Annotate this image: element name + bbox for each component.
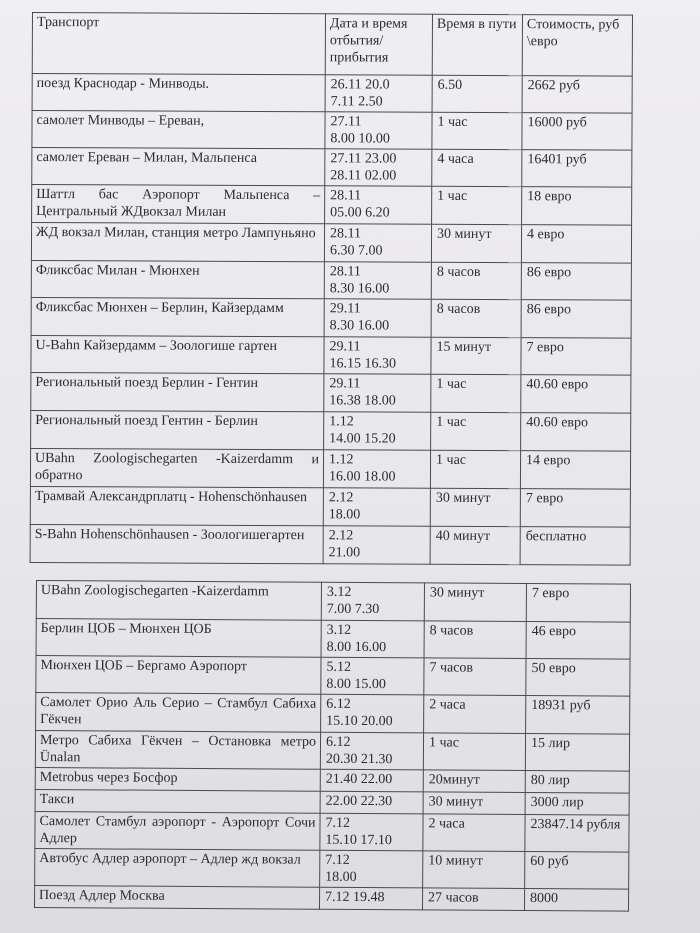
date-line: 26.11 20.0 bbox=[330, 77, 390, 93]
header-cost: Стоимость, руб \евро bbox=[522, 15, 632, 76]
transport-cell: UBahn Zoologischegarten -Kaizerdamm bbox=[36, 581, 321, 621]
cost-cell: 8000 bbox=[524, 888, 628, 911]
duration-cell: 6.50 bbox=[432, 75, 522, 112]
duration-cell: 40 минут bbox=[430, 526, 520, 564]
date-line: 2.12 bbox=[328, 490, 354, 506]
date-line: 28.11 bbox=[330, 188, 362, 204]
table-row bbox=[36, 693, 630, 735]
duration-cell: 10 минут bbox=[423, 851, 525, 889]
time-line: 7.11 2.50 bbox=[330, 94, 383, 110]
transport-cell: Региональный поезд Берлин - Гентин bbox=[31, 372, 324, 411]
duration-cell: 1 час bbox=[430, 450, 520, 488]
duration-cell: 30 минут bbox=[424, 583, 526, 622]
date-line: 29.11 bbox=[329, 301, 361, 317]
header-row bbox=[32, 13, 632, 77]
transport-cell: Metrobus через Босфор bbox=[35, 767, 320, 791]
table-row bbox=[32, 148, 632, 188]
duration-cell: 20минут bbox=[423, 770, 525, 793]
datetime-cell bbox=[320, 769, 423, 792]
date-line: 1.12 bbox=[329, 452, 354, 468]
time-line: 21.00 bbox=[328, 545, 361, 561]
transport-cell: Самолет Орио Аль Серио – Стамбул Сабиха Гёкчен bbox=[36, 693, 321, 733]
duration-cell: 30 минут bbox=[431, 224, 521, 262]
duration-cell: 7 часов bbox=[424, 658, 526, 696]
table-row bbox=[36, 619, 630, 660]
table-row bbox=[31, 223, 631, 264]
table-row bbox=[35, 811, 629, 852]
datetime-cell bbox=[325, 186, 432, 224]
cost-cell: 46 евро bbox=[526, 621, 630, 659]
transport-cell: Берлин ЦОБ – Мюнхен ЦОБ bbox=[36, 619, 321, 658]
cost-cell: бесплатно bbox=[520, 527, 630, 565]
duration-cell: 30 минут bbox=[430, 488, 520, 526]
datetime-cell bbox=[325, 149, 432, 186]
transport-cell: Мюнхен ЦОБ – Бергамо Аэропорт bbox=[36, 656, 321, 695]
datetime-cell bbox=[325, 112, 432, 149]
cost-cell: 23847.14 рубля bbox=[525, 814, 629, 852]
datetime-cell bbox=[323, 526, 430, 564]
time-line: 05.00 6.20 bbox=[330, 205, 390, 221]
datetime-cell bbox=[325, 75, 432, 112]
date-line: 3.12 bbox=[326, 584, 352, 600]
cost-cell: 2662 руб bbox=[522, 76, 632, 113]
transport-cell: самолет Минводы – Ереван, bbox=[32, 111, 325, 149]
cost-cell: 60 руб bbox=[525, 851, 629, 889]
date-line: 29.11 bbox=[329, 376, 361, 392]
time-line: 16.38 18.00 bbox=[329, 393, 396, 409]
time-line: 16.00 18.00 bbox=[328, 469, 396, 485]
transport-cell: Региональный поезд Гентин - Берлин bbox=[31, 410, 324, 449]
transport-cell: Автобус Адлер аэропорт – Адлер жд вокзал bbox=[35, 848, 320, 887]
date-line: 7.12 19.48 bbox=[325, 889, 385, 906]
datetime-cell bbox=[321, 694, 424, 733]
date-line: 1.12 bbox=[329, 414, 354, 430]
cost-cell: 4 евро bbox=[521, 225, 631, 263]
cost-cell: 18931 руб bbox=[526, 695, 630, 734]
transport-cell: U-Bahn Кайзердамм – Зоологише гартен bbox=[31, 335, 324, 373]
table-row bbox=[36, 656, 630, 697]
date-line: 28.11 bbox=[329, 264, 361, 280]
datetime-cell bbox=[324, 337, 431, 374]
transport-cell: UBahn Zoologischegarten -Kaizerdamm и обратно bbox=[30, 448, 323, 487]
table-row bbox=[30, 524, 630, 565]
table-row bbox=[34, 885, 628, 911]
itinerary-table-2 bbox=[34, 580, 631, 912]
transport-cell: Поезд Адлер Москва bbox=[34, 885, 319, 909]
cost-cell: 16000 руб bbox=[522, 113, 632, 150]
datetime-cell bbox=[320, 732, 423, 770]
duration-cell: 8 часов bbox=[424, 621, 526, 659]
table-row bbox=[32, 111, 632, 151]
transport-cell: самолет Ереван – Милан, Мальпенса bbox=[32, 148, 325, 186]
duration-cell: 8 часов bbox=[431, 262, 521, 299]
cost-cell: 40.60 евро bbox=[521, 375, 631, 413]
duration-cell: 2 часа bbox=[424, 695, 526, 734]
time-line: 8.00 16.00 bbox=[326, 639, 387, 656]
date-line: 21.40 22.00 bbox=[325, 771, 393, 788]
cost-cell: 18 евро bbox=[522, 187, 632, 225]
time-line: 8.00 10.00 bbox=[330, 131, 390, 147]
time-line: 15.10 20.00 bbox=[326, 713, 393, 730]
duration-cell: 2 часа bbox=[423, 814, 525, 852]
duration-cell: 1 час bbox=[432, 112, 522, 149]
table-row bbox=[36, 581, 630, 623]
datetime-cell bbox=[320, 850, 423, 888]
time-line: 15.10 17.10 bbox=[325, 832, 392, 849]
cost-cell: 7 евро bbox=[521, 338, 631, 375]
time-line: 8.00 15.00 bbox=[326, 676, 386, 693]
date-line: 6.12 bbox=[325, 734, 351, 750]
time-line: 16.15 16.30 bbox=[329, 356, 396, 372]
transport-cell: Фликсбас Милан - Мюнхен bbox=[31, 260, 324, 298]
duration-cell: 1 час bbox=[431, 412, 521, 450]
date-line: 29.11 bbox=[329, 339, 361, 355]
time-line: 20.30 21.30 bbox=[325, 751, 393, 768]
table-row bbox=[32, 185, 632, 226]
duration-cell: 1 час bbox=[432, 186, 522, 224]
time-line: 28.11 02.00 bbox=[330, 168, 397, 184]
cost-cell: 7 евро bbox=[520, 489, 630, 527]
datetime-cell bbox=[320, 813, 423, 851]
cost-cell: 15 лир bbox=[525, 733, 629, 771]
transport-cell: S-Bahn Hohenschönhausen - Зоологишегартен bbox=[30, 524, 323, 563]
header-transport: Транспорт bbox=[32, 13, 325, 75]
datetime-cell bbox=[319, 887, 422, 910]
transport-cell: Самолет Стамбул аэропорт - Аэропорт Сочи Адлер bbox=[35, 811, 320, 850]
cost-cell: 14 евро bbox=[520, 451, 630, 489]
time-line: 14.00 15.20 bbox=[329, 431, 396, 447]
duration-cell: 1 час bbox=[423, 733, 525, 771]
transport-cell: Трамвай Александрплатц - Hohenschönhausen bbox=[30, 486, 323, 525]
date-line: 27.11 bbox=[330, 114, 362, 130]
duration-cell: 8 часов bbox=[431, 299, 521, 337]
time-line: 7.00 7.30 bbox=[326, 601, 380, 618]
header-travel-time: Время в пути bbox=[432, 14, 522, 75]
cost-cell: 80 лир bbox=[525, 770, 629, 793]
datetime-cell bbox=[321, 582, 424, 621]
cost-cell: 50 евро bbox=[526, 658, 630, 696]
datetime-cell bbox=[321, 657, 424, 695]
table-row bbox=[31, 335, 631, 375]
table-row bbox=[30, 486, 630, 527]
transport-cell: Шаттл бас Аэропорт Мальпенса – Центральный ЖДвокзал Милан bbox=[32, 185, 325, 224]
transport-cell: Метро Сабиха Гёкчен – Остановка метро Ünalan bbox=[35, 731, 320, 770]
table-row bbox=[35, 731, 629, 772]
table-row bbox=[31, 297, 631, 338]
datetime-cell bbox=[324, 374, 431, 412]
duration-cell: 1 час bbox=[431, 374, 521, 412]
time-line: 6.30 7.00 bbox=[329, 243, 383, 259]
cost-cell: 7 евро bbox=[526, 583, 630, 622]
duration-cell: 30 минут bbox=[423, 792, 525, 815]
time-line: 18.00 bbox=[325, 869, 357, 885]
datetime-cell bbox=[323, 450, 430, 488]
cost-cell: 3000 лир bbox=[525, 792, 629, 815]
table-row bbox=[31, 410, 631, 451]
cost-cell: 86 евро bbox=[521, 263, 631, 300]
datetime-cell bbox=[321, 620, 424, 658]
cost-cell: 86 евро bbox=[521, 300, 631, 338]
table-row bbox=[35, 848, 629, 889]
duration-cell: 27 часов bbox=[422, 888, 524, 911]
table-row bbox=[31, 372, 631, 413]
transport-cell: Такси bbox=[35, 789, 320, 813]
date-line: 3.12 bbox=[326, 622, 352, 638]
date-line: 6.12 bbox=[326, 696, 351, 712]
time-line: 8.30 16.00 bbox=[329, 318, 390, 334]
datetime-cell bbox=[324, 224, 431, 262]
table-row bbox=[32, 74, 632, 114]
duration-cell: 15 минут bbox=[431, 337, 521, 374]
datetime-cell bbox=[324, 412, 431, 450]
table-row bbox=[31, 260, 631, 300]
date-line: 7.12 bbox=[325, 815, 351, 831]
transport-cell: ЖД вокзал Милан, станция метро Лампуньяно bbox=[31, 223, 324, 262]
date-line: 7.12 bbox=[325, 852, 350, 868]
cost-cell: 40.60 евро bbox=[521, 413, 631, 451]
duration-cell: 4 часа bbox=[432, 149, 522, 186]
date-line: 5.12 bbox=[326, 659, 352, 675]
date-line: 27.11 23.00 bbox=[330, 151, 397, 167]
itinerary-table-1 bbox=[30, 12, 633, 566]
date-line: 22.00 22.30 bbox=[325, 793, 393, 810]
table-row bbox=[30, 448, 630, 489]
time-line: 8.30 16.00 bbox=[329, 281, 390, 297]
datetime-cell bbox=[324, 299, 431, 337]
transport-cell: поезд Краснодар - Минводы. bbox=[32, 74, 325, 112]
transport-cell: Фликсбас Мюнхен – Берлин, Кайзердамм bbox=[31, 297, 324, 336]
datetime-cell bbox=[323, 488, 430, 526]
datetime-cell bbox=[320, 791, 423, 814]
cost-cell: 16401 руб bbox=[522, 150, 632, 187]
time-line: 18.00 bbox=[328, 507, 361, 523]
date-line: 28.11 bbox=[330, 226, 362, 242]
datetime-cell bbox=[324, 262, 431, 299]
header-datetime: Дата и время отбытия/ прибытия bbox=[325, 14, 432, 75]
date-line: 2.12 bbox=[328, 528, 354, 544]
